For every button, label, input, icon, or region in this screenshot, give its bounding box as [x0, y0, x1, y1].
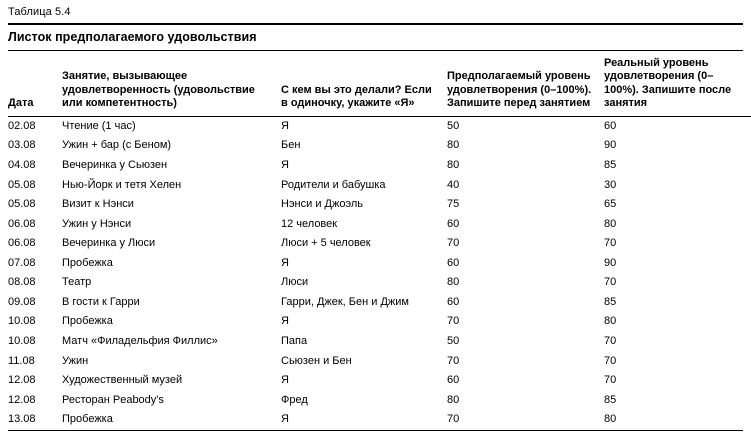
cell-activity: В гости к Гарри: [62, 295, 140, 308]
cell-date: 02.08: [8, 119, 36, 132]
cell-predicted: 80: [447, 139, 460, 152]
cell-date: 11.08: [8, 354, 35, 367]
column-header-with-whom: С кем вы это делали? Если в одиночку, укажите «Я»: [281, 51, 447, 116]
cell-date: 12.08: [8, 374, 36, 387]
cell-predicted: 70: [447, 413, 460, 426]
cell-date: 08.08: [8, 276, 36, 289]
table-row: [8, 136, 751, 156]
cell-with-whom: Люси + 5 человек: [281, 237, 371, 250]
cell-date: 05.08: [8, 198, 36, 211]
cell-predicted: 60: [447, 374, 460, 387]
table-header-row: [8, 51, 751, 116]
cell-with-whom: Бен: [281, 139, 301, 152]
cell-actual: 30: [604, 178, 617, 191]
column-header-predicted: Предполагаемый уровень удовлетворения (0–100%). Запишите перед занятием: [447, 51, 604, 116]
table-row: [8, 116, 751, 136]
pleasure-prediction-table: [8, 51, 751, 430]
table-row: [8, 234, 751, 254]
column-header-date: Дата: [8, 51, 62, 116]
cell-predicted: 70: [447, 354, 460, 367]
cell-activity: Ужин: [62, 354, 89, 367]
cell-actual: 65: [604, 198, 617, 211]
cell-predicted: 40: [447, 178, 460, 191]
cell-activity: Ужин у Нэнси: [62, 217, 132, 230]
cell-with-whom: Я: [281, 315, 289, 328]
cell-actual: 80: [604, 315, 617, 328]
cell-date: 10.08: [8, 315, 36, 328]
cell-date: 13.08: [8, 413, 36, 426]
cell-activity: Матч «Филадельфия Филлис»: [62, 335, 218, 347]
table-row: [8, 351, 751, 371]
cell-activity: Пробежка: [62, 256, 113, 269]
cell-predicted: 70: [447, 237, 460, 250]
cell-predicted: 60: [447, 295, 460, 308]
cell-predicted: 75: [447, 198, 460, 211]
cell-activity: Вечеринка у Сьюзен: [62, 158, 168, 171]
table-caption: Листок предполагаемого удовольствия: [8, 30, 257, 44]
cell-actual: 80: [604, 217, 617, 230]
cell-activity: Ужин + бар (с Беном): [62, 139, 172, 152]
table-row: [8, 195, 751, 215]
cell-actual: 90: [604, 139, 617, 152]
cell-with-whom: Я: [281, 256, 289, 269]
cell-date: 06.08: [8, 237, 36, 250]
cell-activity: Визит к Нэнси: [62, 198, 134, 211]
cell-actual: 85: [604, 295, 617, 308]
table-row: [8, 273, 751, 293]
cell-date: 03.08: [8, 139, 36, 152]
table-body: [8, 116, 751, 430]
table-row: [8, 391, 751, 411]
cell-predicted: 50: [447, 119, 460, 132]
cell-with-whom: Я: [281, 119, 289, 132]
cell-activity: Вечеринка у Люси: [62, 237, 156, 250]
cell-actual: 70: [604, 335, 617, 347]
table-row: [8, 312, 751, 332]
cell-with-whom: Фред: [281, 393, 308, 406]
cell-date: 07.08: [8, 256, 36, 269]
cell-with-whom: Сьюзен и Бен: [281, 354, 352, 367]
table-number-label: Таблица 5.4: [8, 6, 71, 18]
table-row: [8, 175, 751, 195]
cell-actual: 70: [604, 374, 617, 387]
cell-activity: Ресторан Peabody's: [62, 393, 164, 406]
cell-actual: 60: [604, 119, 617, 132]
cell-actual: 90: [604, 256, 617, 269]
cell-predicted: 60: [447, 256, 460, 269]
cell-with-whom: Родители и бабушка: [281, 178, 386, 191]
table-row: [8, 214, 751, 234]
cell-date: 12.08: [8, 393, 36, 406]
cell-actual: 85: [604, 393, 617, 406]
cell-with-whom: Люси: [281, 276, 309, 289]
cell-activity: Нью-Йорк и тетя Хелен: [62, 178, 182, 191]
cell-activity: Пробежка: [62, 413, 113, 426]
table-row: [8, 293, 751, 313]
cell-activity: Чтение (1 час): [62, 119, 136, 132]
cell-activity: Художественный музей: [62, 374, 183, 387]
cell-activity: Театр: [62, 276, 92, 289]
cell-actual: 85: [604, 158, 617, 171]
column-header-activity: Занятие, вызывающее удовлетворенность (удовольствие или компетентность): [62, 51, 281, 116]
cell-predicted: 60: [447, 217, 460, 230]
table-row: [8, 371, 751, 391]
cell-with-whom: Папа: [281, 335, 308, 347]
cell-with-whom: Я: [281, 374, 289, 387]
cell-with-whom: Я: [281, 158, 289, 171]
table-row: [8, 410, 751, 430]
cell-predicted: 50: [447, 335, 460, 347]
cell-activity: Пробежка: [62, 315, 113, 328]
cell-predicted: 70: [447, 315, 460, 328]
cell-actual: 70: [604, 276, 617, 289]
cell-with-whom: Гарри, Джек, Бен и Джим: [281, 295, 409, 308]
column-header-actual: Реальный уровень удовлетворения (0–100%). Запишите после занятия: [604, 51, 751, 116]
cell-date: 04.08: [8, 158, 36, 171]
cell-date: 06.08: [8, 217, 36, 230]
cell-actual: 80: [604, 413, 617, 426]
cell-predicted: 80: [447, 158, 460, 171]
table-row: [8, 254, 751, 274]
cell-with-whom: Нэнси и Джоэль: [281, 198, 363, 211]
cell-predicted: 80: [447, 393, 460, 406]
cell-date: 05.08: [8, 178, 36, 191]
cell-actual: 70: [604, 237, 617, 250]
cell-with-whom: Я: [281, 413, 289, 426]
cell-date: 09.08: [8, 295, 36, 308]
table-row: [8, 332, 751, 352]
bottom-rule: [8, 430, 743, 431]
cell-predicted: 80: [447, 276, 460, 289]
table-row: [8, 156, 751, 176]
cell-with-whom: 12 человек: [281, 217, 338, 230]
cell-actual: 70: [604, 354, 617, 367]
cell-date: 10.08: [8, 335, 36, 347]
